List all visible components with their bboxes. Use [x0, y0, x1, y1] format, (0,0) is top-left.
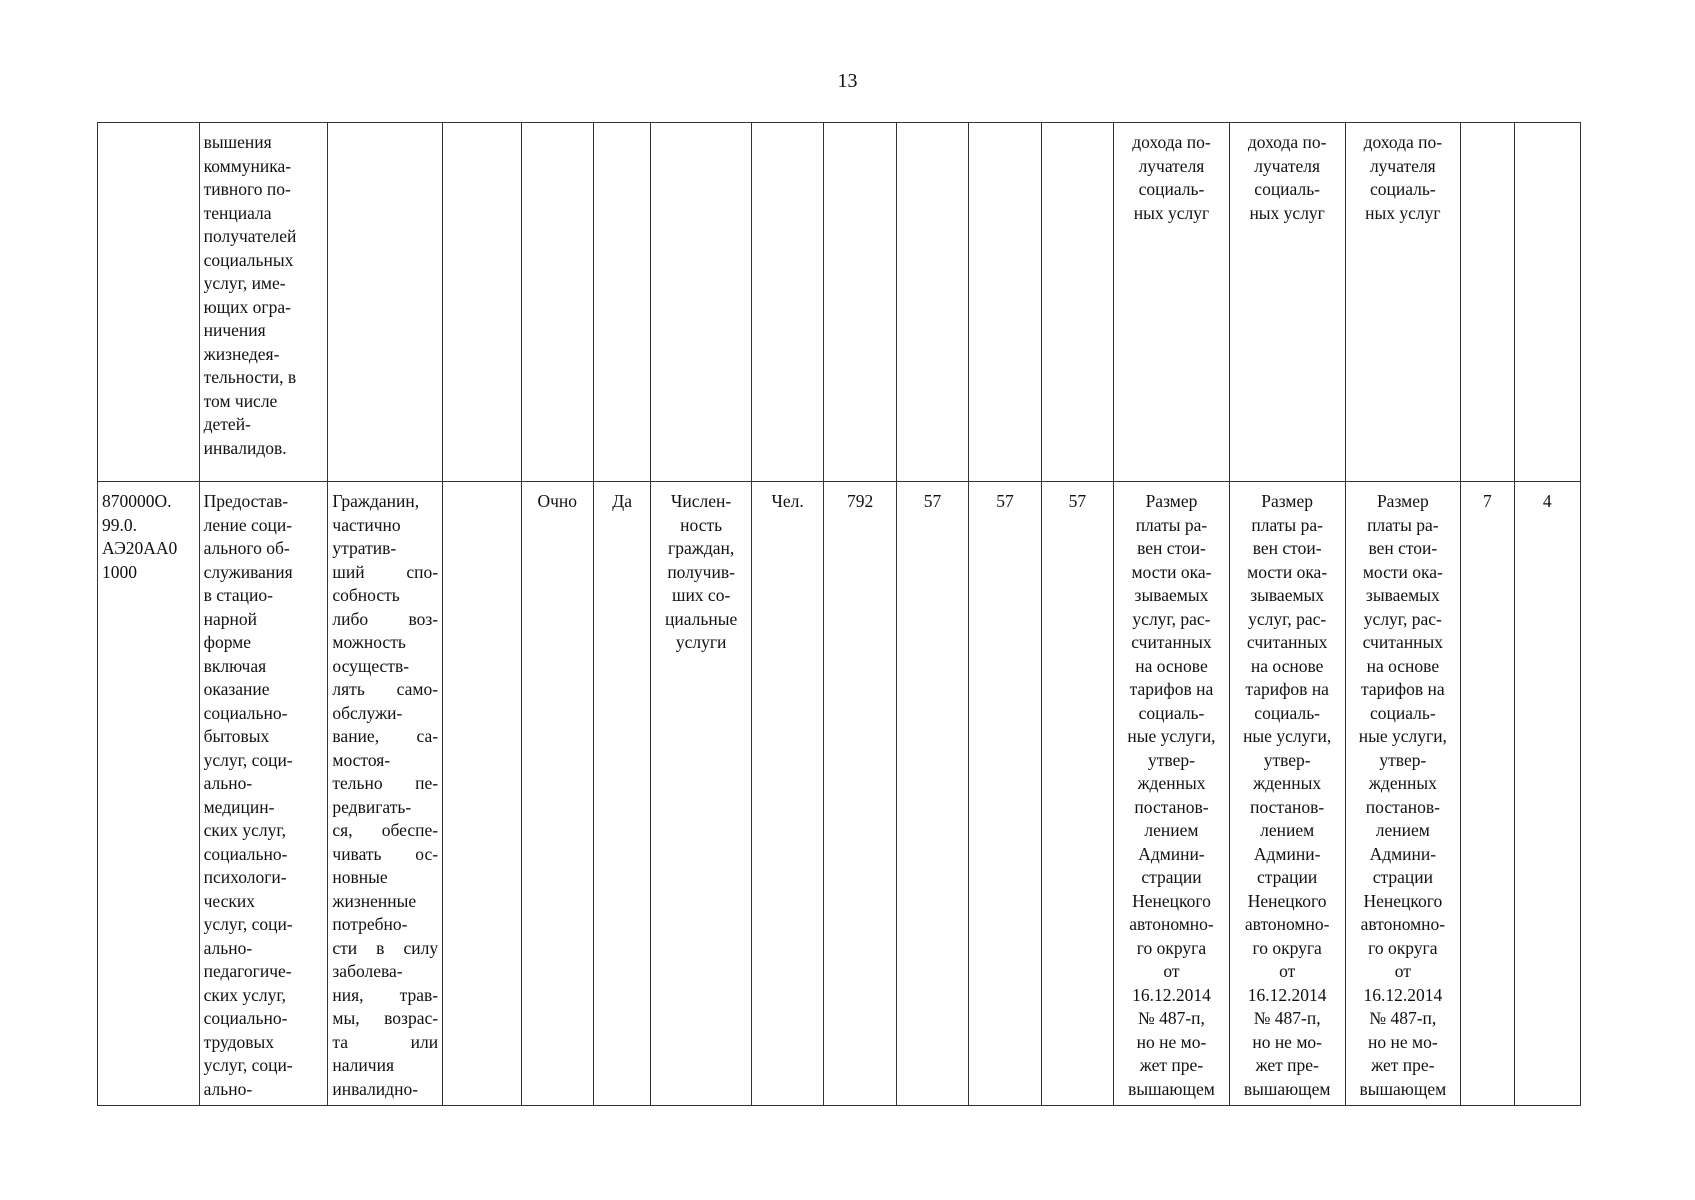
- recipient-line: потребно-: [332, 914, 408, 934]
- cell-value-2021: 57: [1041, 482, 1113, 1106]
- cell-attribute: [593, 123, 650, 482]
- cell-recipient-category: [328, 482, 443, 1106]
- table-row-main: [98, 482, 1581, 1106]
- cell-deviation-percent: [1461, 123, 1514, 482]
- recipient-line: либо воз-: [332, 608, 439, 629]
- cell-deviation-percent: 7: [1461, 482, 1514, 1106]
- recipient-line: обслужи-: [332, 702, 403, 723]
- recipient-line: мы, возрас-: [332, 1008, 439, 1028]
- cell-form: Очно: [521, 482, 593, 1106]
- cell-registry-code: [98, 123, 200, 482]
- recipient-line: осуществ-: [332, 655, 410, 676]
- cell-col-4: [443, 482, 521, 1106]
- recipient-line: редвигать-: [332, 796, 412, 817]
- cell-form: [521, 123, 593, 482]
- cell-okei-code: [824, 123, 896, 482]
- cell-service-content: Предостав- ление соци- ального об- служивания в стацио- нарной форме включая оказание социально- бытовых услуг, соци- ально- медицин- ских услуг, социально- психологи- ческих услуг, соци- ально- педагогиче- ских услуг, социально- трудовых услуг, соци- ально-: [199, 482, 328, 1106]
- cell-fee-2019: Размер платы ра- вен стои- мости ока- зываемых услуг, рас- считанных на основе тарифов на социаль- ные услуги, утвер- жденных постанов- лением Админи- страции Ненецкого автономно- го округа от 16.12.2014 № 487-п, но не мо- жет пре- вышающем: [1114, 482, 1230, 1106]
- recipient-line: сти в силу: [332, 937, 439, 958]
- cell-col-4: [443, 123, 521, 482]
- cell-recipient-category: [328, 123, 443, 482]
- recipient-line: мостоя-: [332, 749, 391, 770]
- cell-fee-2019: дохода по- лучателя социаль- ных услуг: [1114, 123, 1230, 482]
- cell-fee-2021: дохода по- лучателя социаль- ных услуг: [1345, 123, 1461, 482]
- cell-indicator-name: [651, 123, 752, 482]
- cell-deviation-absolute: 4: [1514, 482, 1581, 1106]
- cell-deviation-absolute: [1514, 123, 1581, 482]
- recipient-line: ся, обеспе-: [332, 820, 439, 840]
- recipient-line: заболева-: [332, 961, 403, 981]
- recipient-line: жизненные: [332, 890, 417, 911]
- cell-unit-name: [751, 123, 823, 482]
- recipient-line: собность: [332, 585, 400, 605]
- recipient-line: утратив-: [332, 538, 397, 558]
- recipient-line: вание, са-: [332, 726, 439, 746]
- recipient-line: наличия: [332, 1055, 394, 1075]
- recipient-line: лять само-: [332, 679, 439, 699]
- cell-fee-2021: Размер платы ра- вен стои- мости ока- зываемых услуг, рас- считанных на основе тарифов на социаль- ные услуги, утвер- жденных постанов- лением Админи- страции Ненецкого автономно- го округа от 16.12.2014 № 487-п, но не мо- жет пре- вышающем: [1345, 482, 1461, 1106]
- cell-value-2019: 57: [896, 482, 968, 1106]
- recipient-line: новные: [332, 867, 388, 887]
- cell-value-2020: [969, 123, 1041, 482]
- cell-fee-2020: дохода по- лучателя социаль- ных услуг: [1229, 123, 1345, 482]
- recipient-line: Гражданин,: [332, 491, 420, 511]
- cell-fee-2020: Размер платы ра- вен стои- мости ока- зываемых услуг, рас- считанных на основе тарифов на социаль- ные услуги, утвер- жденных постанов- лением Админи- страции Ненецкого автономно- го округа от 16.12.2014 № 487-п, но не мо- жет пре- вышающем: [1229, 482, 1345, 1106]
- recipient-line: тельно пе-: [332, 773, 439, 793]
- recipient-line: частично: [332, 514, 401, 535]
- state-assignment-table: [97, 122, 1581, 1106]
- recipient-line: инвалидно-: [332, 1078, 419, 1099]
- cell-value-2021: [1041, 123, 1113, 482]
- recipient-line: та или: [332, 1031, 439, 1052]
- cell-okei-code: 792: [824, 482, 896, 1106]
- cell-service-content: вышения коммуника- тивного по- тенциала получателей социальных услуг, име- ющих огра- ничения жизнедея- тельности, в том числе детей- инвалидов.: [199, 123, 328, 482]
- cell-attribute: Да: [593, 482, 650, 1106]
- cell-registry-code: 870000О. 99.0. АЭ20АА0 1000: [98, 482, 200, 1106]
- recipient-line: ния, трав-: [332, 984, 439, 1005]
- recipient-line: ший спо-: [332, 561, 439, 582]
- cell-indicator-name: Числен- ность граждан, получив- ших со- циальные услуги: [651, 482, 752, 1106]
- cell-value-2019: [896, 123, 968, 482]
- cell-unit-name: Чел.: [751, 482, 823, 1106]
- recipient-line: чивать ос-: [332, 843, 439, 864]
- table-row-continued: [98, 123, 1581, 482]
- page-number: 13: [837, 70, 858, 92]
- cell-value-2020: 57: [969, 482, 1041, 1106]
- recipient-line: можность: [332, 632, 406, 652]
